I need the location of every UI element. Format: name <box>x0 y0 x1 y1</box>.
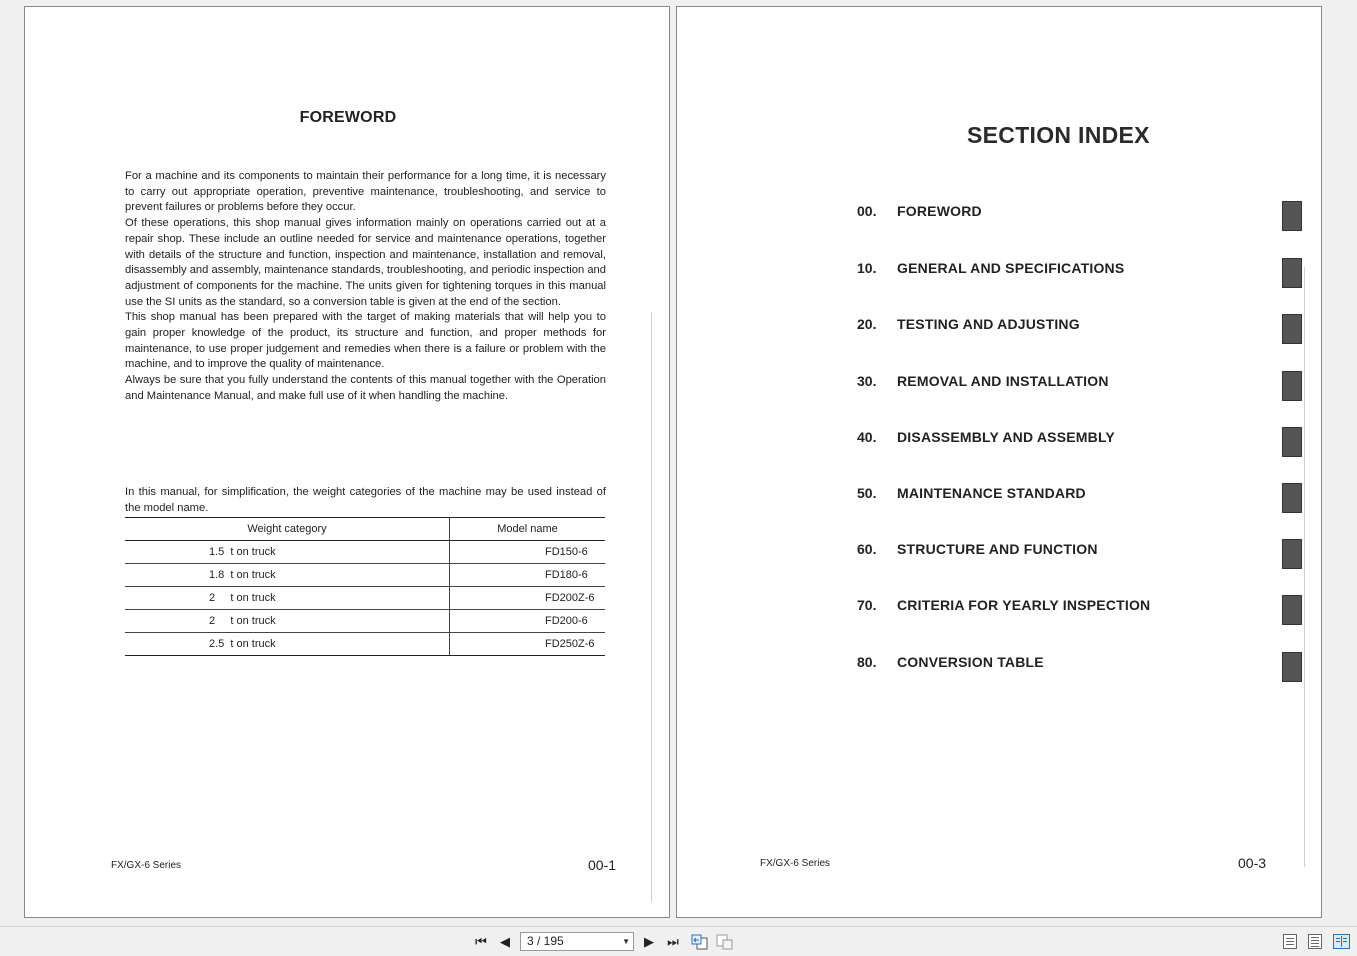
section-number: 30. <box>857 373 877 389</box>
header-weight-category: Weight category <box>125 518 450 541</box>
single-page-view-icon[interactable] <box>1283 934 1297 949</box>
section-label: REMOVAL AND INSTALLATION <box>897 373 1109 389</box>
section-number: 50. <box>857 485 877 501</box>
section-entry-structure <box>857 539 1297 569</box>
table-header-row <box>125 518 605 541</box>
section-number: 40. <box>857 429 877 445</box>
footer-series: FX/GX-6 Series <box>111 860 182 871</box>
table-row <box>125 541 605 564</box>
table-intro: In this manual, for simplification, the weight categories of the machine may be used instead of the model name. <box>125 486 606 514</box>
table-row <box>125 564 605 587</box>
model-cell: FD180-6 <box>450 564 606 587</box>
section-tab-marker <box>1282 483 1302 513</box>
section-tab-marker <box>1282 595 1302 625</box>
section-tab-marker <box>1282 258 1302 288</box>
section-label: TESTING AND ADJUSTING <box>897 316 1080 332</box>
section-entry-maintenance <box>857 483 1297 513</box>
model-cell: FD200Z-6 <box>450 587 606 610</box>
back-view-icon <box>691 934 709 950</box>
section-label: DISASSEMBLY AND ASSEMBLY <box>897 429 1115 445</box>
foreword-body <box>125 169 606 405</box>
foreword-paragraph: Always be sure that you fully understand the contents of this manual together with the Operation and Maintenance Manual, and make full use of it when handling the machine. <box>125 374 606 402</box>
section-entry-disassembly <box>857 427 1297 457</box>
document-page-left <box>24 6 670 918</box>
page-number: 00-1 <box>588 857 617 873</box>
section-index-title: SECTION INDEX <box>967 122 1150 148</box>
section-tab-marker <box>1282 314 1302 344</box>
section-tab-marker <box>1282 201 1302 231</box>
section-number: 20. <box>857 316 877 332</box>
foreword-title: FOREWORD <box>299 109 397 126</box>
section-number: 10. <box>857 260 877 276</box>
section-tab-marker <box>1282 652 1302 682</box>
scan-edge-line <box>1304 267 1305 867</box>
table-row <box>125 633 605 656</box>
model-cell: FD150-6 <box>450 541 606 564</box>
section-label: FOREWORD <box>897 203 982 219</box>
page-indicator: 3 / 195 <box>527 934 564 948</box>
section-number: 80. <box>857 654 877 670</box>
chevron-down-icon[interactable]: ▼ <box>622 937 630 946</box>
weight-cell: 1.8 t on truck <box>125 564 450 587</box>
foreword-paragraph: Of these operations, this shop manual gives information mainly on operations carried out at a repair shop. These include an outline needed for service and maintenance operations, together with details of the structure and function, inspection and maintenance, installation and removal, disassembly and assembly, maintenance standards, troubleshooting, and periodic inspection and adjustment of components for the machine. The units given for tightening torques in this manual use the SI units as the standard, so a conversion table is given at the end of the section. <box>125 217 606 308</box>
section-number: 70. <box>857 597 877 613</box>
section-entry-testing <box>857 314 1297 344</box>
next-page-button[interactable] <box>640 933 658 951</box>
previous-page-icon: ◀ <box>500 934 510 949</box>
next-page-icon: ▶ <box>644 934 654 949</box>
section-tab-marker <box>1282 539 1302 569</box>
weight-cell: 1.5 t on truck <box>125 541 450 564</box>
page-number-input[interactable] <box>520 932 634 951</box>
document-page-right <box>676 6 1322 918</box>
header-model-name: Model name <box>450 518 606 541</box>
section-label: CRITERIA FOR YEARLY INSPECTION <box>897 597 1151 613</box>
section-tab-marker <box>1282 371 1302 401</box>
section-entry-conversion <box>857 652 1297 682</box>
model-cell: FD250Z-6 <box>450 633 606 656</box>
last-page-button[interactable] <box>664 933 682 951</box>
section-tab-marker <box>1282 427 1302 457</box>
previous-page-button[interactable] <box>496 933 514 951</box>
table-row <box>125 587 605 610</box>
first-page-icon: ⏮ <box>475 934 487 949</box>
weight-cell: 2 t on truck <box>125 610 450 633</box>
foreword-paragraph: For a machine and its components to maintain their performance for a long time, it is necessary to carry out appropriate operation, preventive maintenance, troubleshooting, and service to prevent failures or problems before they occur. <box>125 170 606 214</box>
section-label: MAINTENANCE STANDARD <box>897 485 1086 501</box>
section-number: 60. <box>857 541 877 557</box>
section-entry-general <box>857 258 1297 288</box>
go-back-view-button[interactable] <box>690 933 710 951</box>
weight-cell: 2 t on truck <box>125 587 450 610</box>
table-row <box>125 610 605 633</box>
weight-category-table <box>125 517 605 656</box>
section-label: STRUCTURE AND FUNCTION <box>897 541 1098 557</box>
first-page-button[interactable] <box>472 933 490 951</box>
model-cell: FD200-6 <box>450 610 606 633</box>
section-entry-criteria <box>857 595 1297 625</box>
forward-view-icon <box>716 934 734 950</box>
continuous-view-icon[interactable] <box>1308 934 1322 949</box>
two-page-view-icon[interactable] <box>1333 934 1350 949</box>
section-entry-foreword <box>857 201 1297 231</box>
foreword-paragraph: This shop manual has been prepared with the target of making materials that will help you to gain proper knowledge of the product, its structure and function, and proper methods for maintenance, to use proper judgement and remedies when there is a failure or problem with the machine, and to improve the quality of maintenance. <box>125 311 606 371</box>
scan-edge-line <box>651 312 652 902</box>
section-number: 00. <box>857 203 877 219</box>
last-page-icon: ⏭ <box>667 934 679 949</box>
footer-series: FX/GX-6 Series <box>760 858 831 869</box>
section-entry-removal <box>857 371 1297 401</box>
go-forward-view-button[interactable] <box>715 933 735 951</box>
page-number: 00-3 <box>1238 855 1267 871</box>
viewer-toolbar <box>0 926 1357 956</box>
weight-cell: 2.5 t on truck <box>125 633 450 656</box>
section-label: GENERAL AND SPECIFICATIONS <box>897 260 1125 276</box>
section-label: CONVERSION TABLE <box>897 654 1044 670</box>
